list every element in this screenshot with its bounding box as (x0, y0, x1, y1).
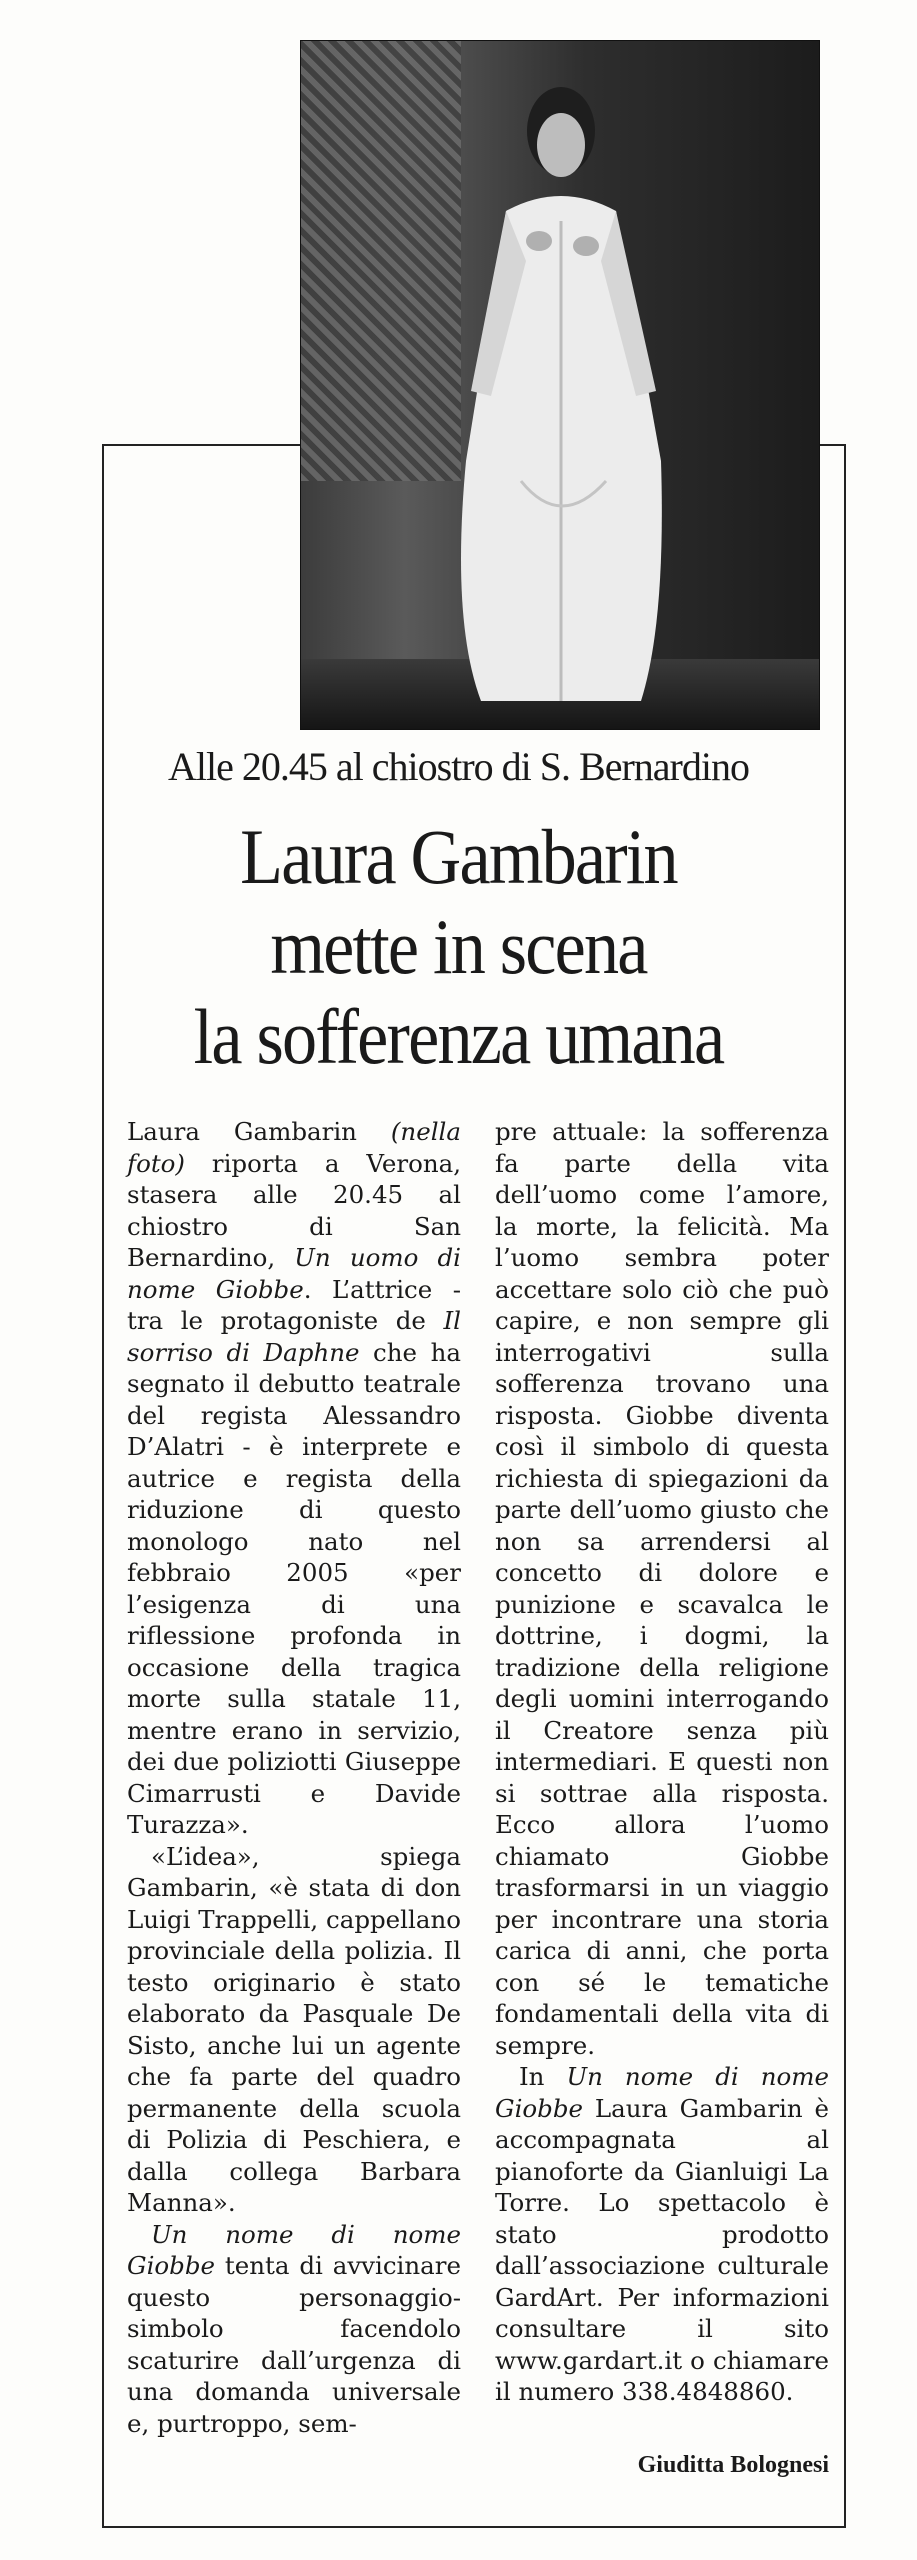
paragraph-1: Laura Gambarin (nella foto) riporta a Verona, stasera alle 20.45 al chiostro di San Bernardino, Un uomo di nome Giobbe. L’attrice - tra le protagoniste de Il sorriso di Daphne che ha segnato il debutto teatrale del regista Alessandro D’Alatri - è interprete e autrice e regista della riduzione di questo monologo nato nel febbraio 2005 «per l’esigenza di una riflessione profonda in occasione della tragica morte sulla statale 11, mentre erano in servizio, dei due poliziotti Giuseppe Cimarrusti e Davide Turazza». (127, 1117, 461, 1839)
article-column-2 (495, 1116, 829, 2408)
paragraph-2: «L’idea», spiega Gambarin, «è stata di don Luigi Trappelli, cappellano provinciale della polizia. Il testo originario è stato elaborato da Pasquale De Sisto, anche lui un agente che fa parte del quadro permanente della scuola di Polizia di Peschiera, e dalla collega Barbara Manna». (127, 1841, 461, 2217)
paragraph-3: Un nome di nome Giobbe tenta di avvicinare questo personaggio-simbolo facendolo scaturire dall’urgenza di una domanda universale e, purtroppo, sem- (127, 2219, 461, 2438)
headline-line-3: la sofferenza umana (193, 993, 724, 1080)
paragraph-5: In Un nome di nome Giobbe Laura Gambarin è accompagnata al pianoforte da Gianluigi La Torre. Lo spettacolo è stato prodotto dall’associazione culturale GardArt. Per informazioni consultare il sito www.gardart.it o chiamare il numero 338.4848860. (495, 2062, 829, 2406)
paragraph-4: pre attuale: la sofferenza fa parte della vita dell’uomo come l’amore, la morte, la felicità. Ma l’uomo sembra poter accettare solo ciò che può capire, e non sempre gli interrogativi sulla sofferenza trovano una risposta. Giobbe diventa così il simbolo di questa richiesta di spiegazioni da parte dell’uomo giusto che non sa arrendersi al concetto di dolore e punizione e scavalca le dottrine, i dogmi, la tradizione della religione degli uomini interrogando il Creatore senza più intermediari. E questi non si sottrae alla risposta. Ecco allora l’uomo chiamato Giobbe trasformarsi in un viaggio per incontrare una storia carica di anni, che porta con sé le tematiche fondamentali della vita di sempre. (495, 1117, 829, 2060)
article-column-1 (127, 1116, 461, 2439)
author-signature: Giuditta Bolognesi (637, 2452, 829, 2478)
actress-photo (300, 40, 820, 730)
headline (46, 812, 871, 1082)
headline-line-1: Laura Gambarin (240, 813, 677, 900)
actress-figure-icon (411, 61, 691, 701)
kicker: Alle 20.45 al chiostro di S. Bernardino (168, 744, 749, 789)
headline-line-2: mette in scena (270, 903, 647, 990)
